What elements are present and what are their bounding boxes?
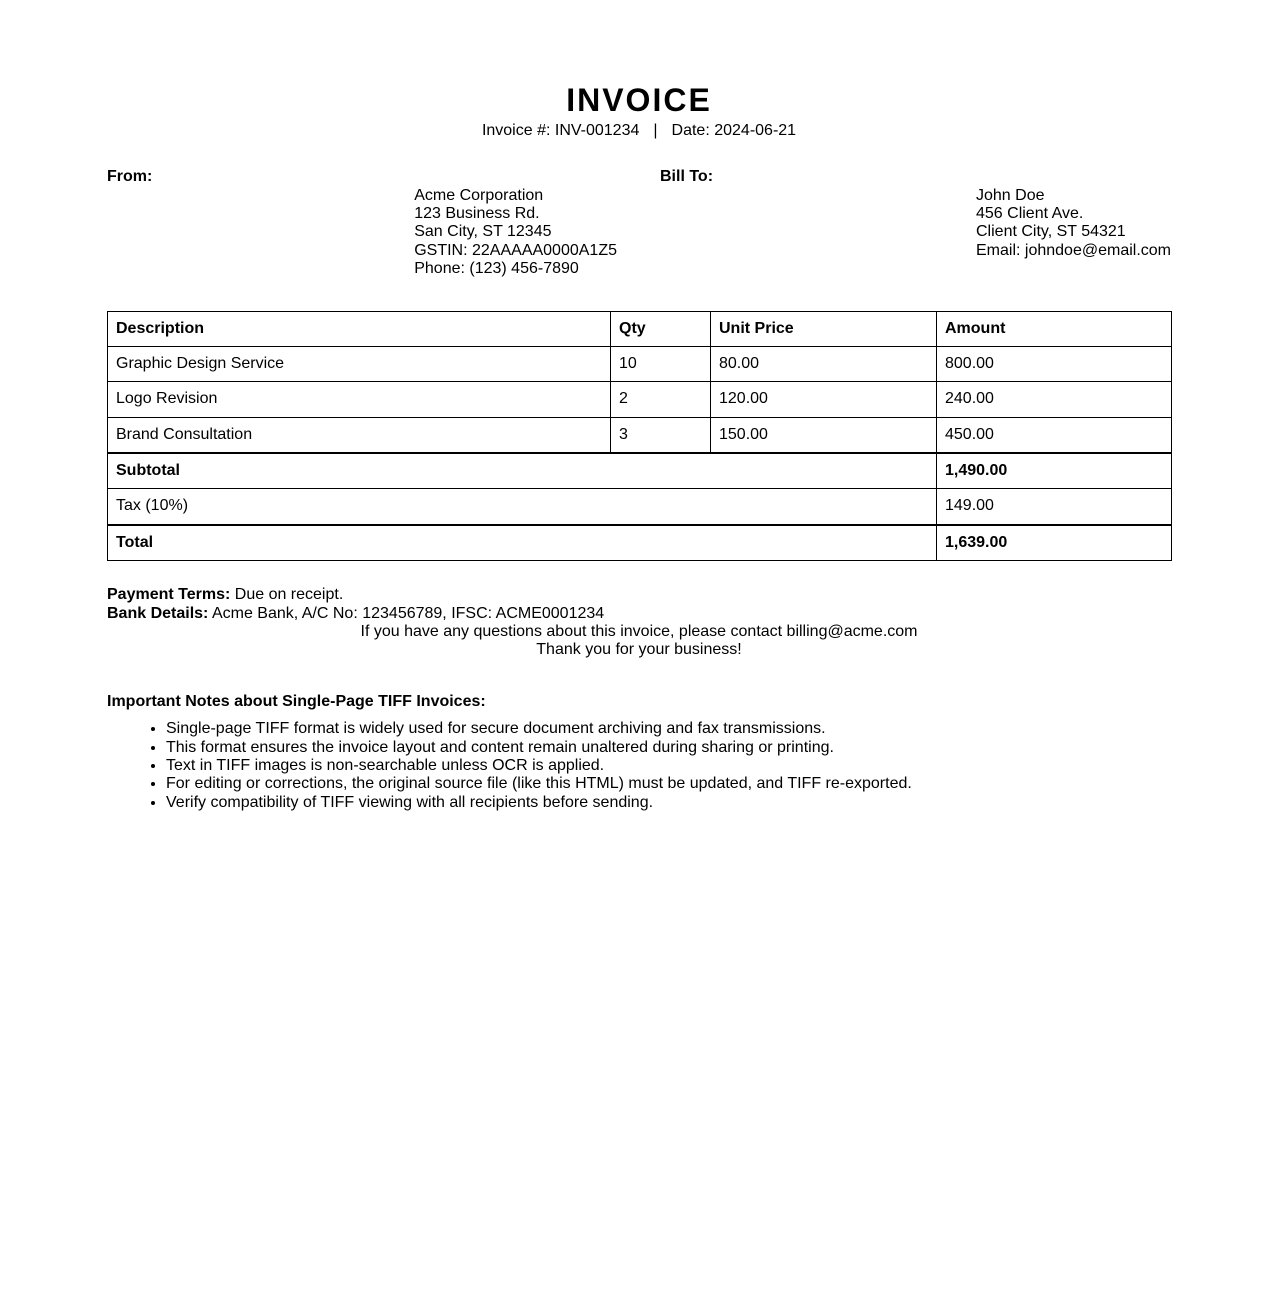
cell-qty: 2: [611, 382, 711, 417]
address-line: Phone: (123) 456-7890: [414, 260, 579, 278]
cell-description: Graphic Design Service: [108, 346, 611, 381]
from-label: From:: [107, 168, 153, 186]
cell-amount: 450.00: [937, 417, 1172, 453]
payment-terms-line: [107, 586, 1171, 604]
bank-details-label: Bank Details:: [107, 604, 209, 622]
invoice-page: [107, 0, 1171, 812]
note-item: • For editing or corrections, the original source file (like this HTML) must be updated, and TIFF re-exported.: [166, 775, 1171, 793]
address-line: San City, ST 12345: [414, 223, 552, 241]
payment-terms-label: Payment Terms:: [107, 586, 231, 604]
total-label: Total: [108, 525, 937, 561]
bill-to-party: [639, 168, 1171, 278]
table-row: [108, 382, 1172, 417]
cell-amount: 240.00: [937, 382, 1172, 417]
table-header-row: [108, 311, 1172, 346]
subtotal-row: [108, 453, 1172, 489]
total-row: [108, 525, 1172, 561]
tax-label: Tax (10%): [108, 489, 937, 525]
bill-to-label: Bill To:: [660, 168, 714, 186]
notes-heading: Important Notes about Single-Page TIFF Invoices:: [107, 692, 486, 710]
bank-details-line: [107, 605, 1171, 623]
cell-qty: 3: [611, 417, 711, 453]
notes-list: [107, 720, 1171, 812]
parties-section: [107, 168, 1171, 278]
invoice-date: Date: 2024-06-21: [671, 121, 797, 139]
table-row: [108, 417, 1172, 453]
page-title: INVOICE: [566, 82, 712, 118]
from-address: [414, 187, 617, 279]
col-header-amount: Amount: [937, 311, 1172, 346]
address-line: 456 Client Ave.: [976, 204, 1084, 222]
invoice-meta: [107, 122, 1171, 140]
terms-section: [107, 586, 1171, 660]
tax-row: [108, 489, 1172, 525]
bank-details-text: Acme Bank, A/C No: 123456789, IFSC: ACME0001234: [211, 604, 605, 622]
subtotal-value: 1,490.00: [937, 453, 1172, 489]
col-header-unit-price: Unit Price: [711, 311, 937, 346]
subtotal-label: Subtotal: [108, 453, 937, 489]
bill-to-address: [976, 187, 1171, 261]
notes-section: [107, 693, 1171, 812]
note-item: • Text in TIFF images is non-searchable unless OCR is applied.: [166, 757, 1171, 775]
contact-line: If you have any questions about this invoice, please contact billing@acme.com: [360, 623, 918, 641]
cell-unit-price: 80.00: [711, 346, 937, 381]
cell-description: Logo Revision: [108, 382, 611, 417]
cell-unit-price: 150.00: [711, 417, 937, 453]
from-party: [107, 168, 639, 278]
col-header-qty: Qty: [611, 311, 711, 346]
thanks-line: Thank you for your business!: [536, 641, 742, 659]
total-value: 1,639.00: [937, 525, 1172, 561]
address-line: 123 Business Rd.: [414, 204, 540, 222]
address-line: Email: johndoe@email.com: [976, 241, 1171, 259]
cell-qty: 10: [611, 346, 711, 381]
col-header-description: Description: [108, 311, 611, 346]
address-line: GSTIN: 22AAAAA0000A1Z5: [414, 241, 617, 259]
address-line: Client City, ST 54321: [976, 223, 1126, 241]
cell-amount: 800.00: [937, 346, 1172, 381]
cell-description: Brand Consultation: [108, 417, 611, 453]
address-line: John Doe: [976, 186, 1045, 204]
cell-unit-price: 120.00: [711, 382, 937, 417]
meta-separator: |: [653, 121, 658, 139]
note-item: • Verify compatibility of TIFF viewing with all recipients before sending.: [166, 794, 1171, 812]
tax-value: 149.00: [937, 489, 1172, 525]
items-table: [107, 311, 1172, 562]
payment-terms-text: Due on receipt.: [234, 586, 344, 604]
invoice-number: Invoice #: INV-001234: [481, 121, 640, 139]
note-item: • This format ensures the invoice layout and content remain unaltered during sharing or printing.: [166, 739, 1171, 757]
note-item: • Single-page TIFF format is widely used for secure document archiving and fax transmissions.: [166, 720, 1171, 738]
table-row: [108, 346, 1172, 381]
address-line: Acme Corporation: [414, 186, 544, 204]
